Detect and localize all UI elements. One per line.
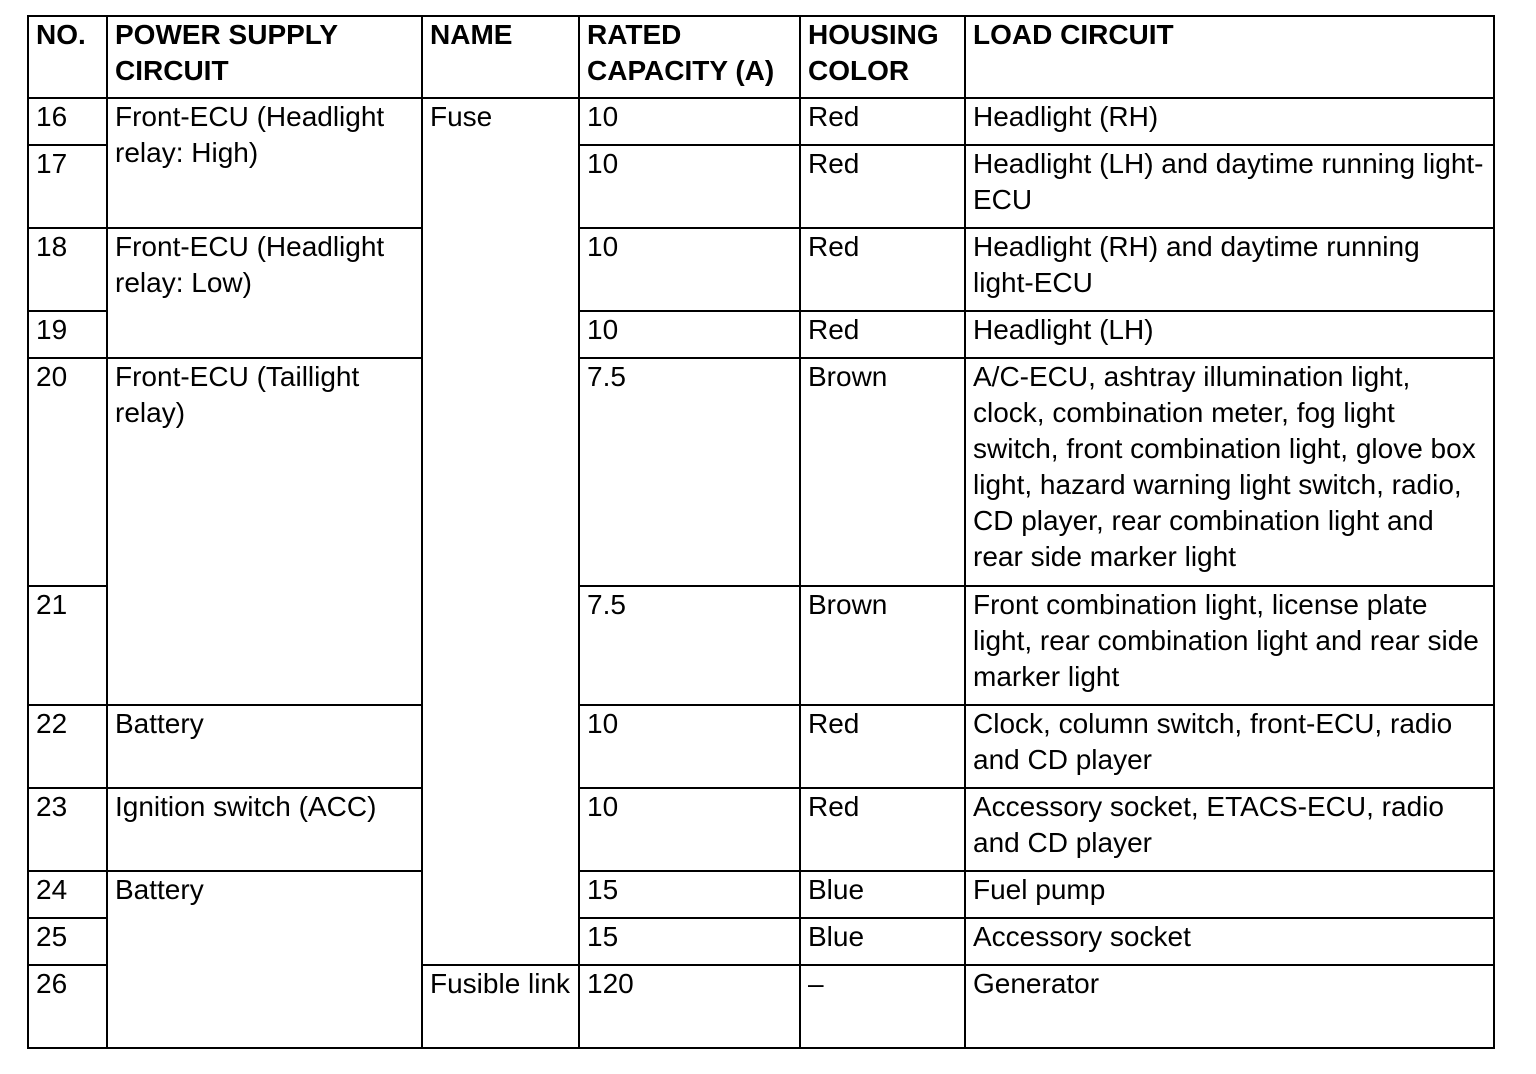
- cell-rated-capacity: 10: [579, 98, 800, 145]
- table-row: [28, 788, 1494, 871]
- cell-rated-capacity: 7.5: [579, 358, 800, 586]
- cell-load-circuit: Headlight (LH): [965, 311, 1494, 358]
- cell-housing-color: Red: [800, 228, 965, 311]
- cell-load-circuit: Generator: [965, 965, 1494, 1048]
- cell-load-circuit: Headlight (RH) and daytime running light-ECU: [965, 228, 1494, 311]
- cell-no: 24: [28, 871, 107, 918]
- cell-rated-capacity: 10: [579, 705, 800, 788]
- cell-power-supply: Ignition switch (ACC): [107, 788, 422, 871]
- cell-no: 22: [28, 705, 107, 788]
- header-name: NAME: [422, 16, 579, 98]
- cell-no: 19: [28, 311, 107, 358]
- cell-power-supply: Battery: [107, 705, 422, 788]
- cell-load-circuit: Accessory socket: [965, 918, 1494, 965]
- table-row: [28, 98, 1494, 145]
- table-row: [28, 871, 1494, 918]
- cell-load-circuit: A/C-ECU, ashtray illumination light, clock, combination meter, fog light switch, front combination light, glove box light, hazard warning light switch, radio, CD player, rear combination light and rear side marker light: [965, 358, 1494, 586]
- cell-name: Fusible link: [422, 965, 579, 1048]
- cell-housing-color: –: [800, 965, 965, 1048]
- header-rated-capacity: RATED CAPACITY (A): [579, 16, 800, 98]
- cell-rated-capacity: 10: [579, 228, 800, 311]
- cell-rated-capacity: 10: [579, 788, 800, 871]
- cell-load-circuit: Clock, column switch, front-ECU, radio and CD player: [965, 705, 1494, 788]
- table-header-row: [28, 16, 1494, 98]
- cell-housing-color: Brown: [800, 586, 965, 705]
- cell-no: 21: [28, 586, 107, 705]
- cell-housing-color: Red: [800, 145, 965, 228]
- table-row: [28, 228, 1494, 311]
- fuse-specification-table: [27, 15, 1495, 1049]
- cell-housing-color: Red: [800, 705, 965, 788]
- table-row: [28, 705, 1494, 788]
- cell-rated-capacity: 7.5: [579, 586, 800, 705]
- cell-housing-color: Red: [800, 98, 965, 145]
- cell-no: 25: [28, 918, 107, 965]
- cell-housing-color: Red: [800, 311, 965, 358]
- cell-load-circuit: Headlight (LH) and daytime running light-ECU: [965, 145, 1494, 228]
- cell-no: 23: [28, 788, 107, 871]
- cell-housing-color: Brown: [800, 358, 965, 586]
- header-housing-color: HOUSING COLOR: [800, 16, 965, 98]
- cell-no: 26: [28, 965, 107, 1048]
- table-row: [28, 358, 1494, 586]
- cell-rated-capacity: 120: [579, 965, 800, 1048]
- cell-load-circuit: Front combination light, license plate light, rear combination light and rear side marker light: [965, 586, 1494, 705]
- cell-no: 18: [28, 228, 107, 311]
- cell-power-supply: Front-ECU (Headlight relay: Low): [107, 228, 422, 358]
- cell-rated-capacity: 15: [579, 918, 800, 965]
- cell-load-circuit: Headlight (RH): [965, 98, 1494, 145]
- cell-power-supply: Front-ECU (Headlight relay: High): [107, 98, 422, 228]
- cell-housing-color: Blue: [800, 918, 965, 965]
- cell-name: Fuse: [422, 98, 579, 965]
- cell-no: 16: [28, 98, 107, 145]
- cell-rated-capacity: 10: [579, 145, 800, 228]
- header-load-circuit: LOAD CIRCUIT: [965, 16, 1494, 98]
- cell-no: 17: [28, 145, 107, 228]
- cell-power-supply: Front-ECU (Taillight relay): [107, 358, 422, 705]
- header-no: NO.: [28, 16, 107, 98]
- cell-load-circuit: Accessory socket, ETACS-ECU, radio and CD player: [965, 788, 1494, 871]
- cell-housing-color: Blue: [800, 871, 965, 918]
- cell-load-circuit: Fuel pump: [965, 871, 1494, 918]
- cell-power-supply: Battery: [107, 871, 422, 1048]
- header-power-supply-circuit: POWER SUPPLY CIRCUIT: [107, 16, 422, 98]
- cell-housing-color: Red: [800, 788, 965, 871]
- cell-no: 20: [28, 358, 107, 586]
- cell-rated-capacity: 10: [579, 311, 800, 358]
- cell-rated-capacity: 15: [579, 871, 800, 918]
